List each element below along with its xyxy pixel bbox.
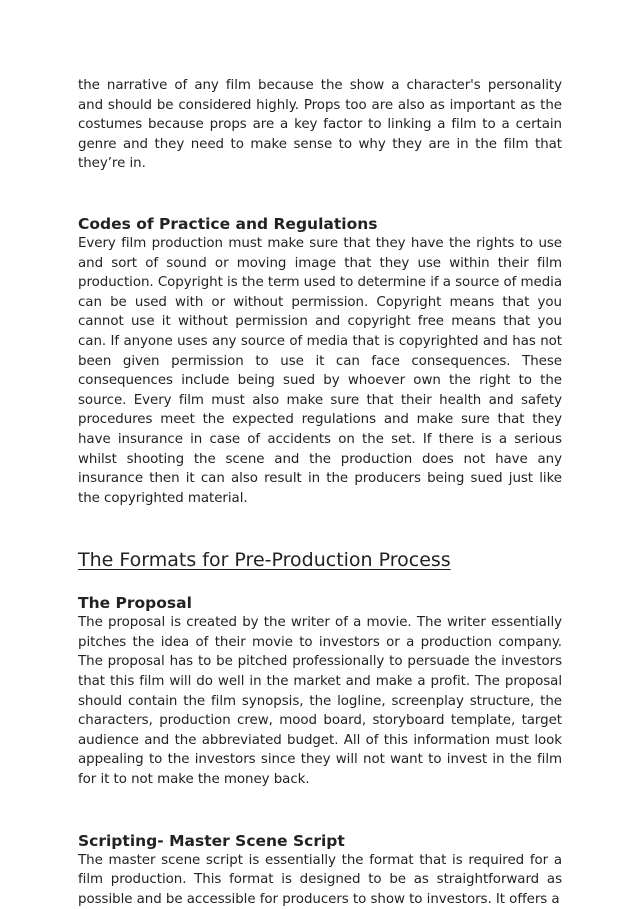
codes-paragraph: Every film production must make sure that they have the rights to use and sort of sound or moving image that they use within their film production. Copyright is the term used to determine if a source of media can be used with or without permission. Copyright means that you cannot use it without permission and copyright free means that you can. If anyone uses any source of media that is copyrighted and has not been given permission to use it can face consequences. These consequences include being sued by whoever own the right to the source. Every film must also make sure that their health and safety procedures meet the expected regulations and make sure that they have insurance in case of accidents on the set. If there is a serious whilst shooting the scene and the production does not have any insurance then it can also result in the producers being sued just like the copyrighted material. xyxy=(78,235,562,506)
proposal-heading: The Proposal xyxy=(78,594,192,613)
scripting-paragraph: The master scene script is essentially the format that is required for a film production. This format is designed to be as straightforward as possible and be accessible for producers to show to investors. It offers a xyxy=(78,852,562,907)
codes-heading: Codes of Practice and Regulations xyxy=(78,214,378,233)
proposal-paragraph: The proposal is created by the writer of a movie. The writer essentially pitches the idea of their movie to investors or a production company. The proposal has to be pitched professionally to persuade the investors that this film will do well in the market and make a profit. The proposal should contain the film synopsis, the logline, screenplay structure, the characters, production crew, mood board, storyboard template, target audience and the abbreviated budget. All of this information must look appealing to the investors since they will not want to invest in the film for it to not make the money back. xyxy=(78,615,562,788)
formats-section-heading: The Formats for Pre-Production Process xyxy=(78,549,451,572)
document-page xyxy=(78,76,562,909)
intro-paragraph: the narrative of any film because the show a character's personality and should be considered highly. Props too are also as important as the costumes because props are a key factor to linking a film to a certain genre and they need to make sense to why they are in the film that they’re in. xyxy=(78,78,562,172)
scripting-heading: Scripting- Master Scene Script xyxy=(78,831,345,850)
